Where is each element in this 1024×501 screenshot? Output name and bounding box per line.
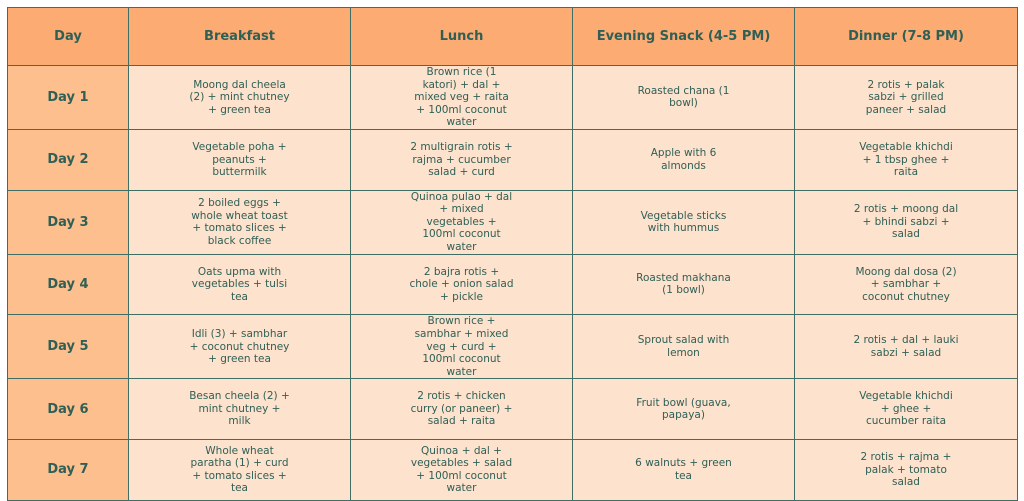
breakfast-cell: Oats upma with vegetables + tulsi tea <box>129 254 351 315</box>
header-day: Day <box>8 8 129 66</box>
breakfast-cell: Vegetable poha + peanuts + buttermilk <box>129 129 351 190</box>
lunch-cell: 2 multigrain rotis + rajma + cucumber salad + curd <box>351 129 573 190</box>
breakfast-cell: Moong dal cheela (2) + mint chutney + green tea <box>129 66 351 130</box>
table-row <box>8 439 1018 500</box>
snack-cell: Fruit bowl (guava, papaya) <box>573 379 795 440</box>
day-label: Day 2 <box>8 129 129 190</box>
lunch-cell: Brown rice (1 katori) + dal + mixed veg + raita + 100ml coconut water <box>351 66 573 130</box>
header-row <box>8 8 1018 66</box>
breakfast-cell: Whole wheat paratha (1) + curd + tomato slices + tea <box>129 439 351 500</box>
day-label: Day 5 <box>8 315 129 379</box>
snack-cell: Apple with 6 almonds <box>573 129 795 190</box>
dinner-cell: 2 rotis + palak sabzi + grilled paneer + salad <box>795 66 1018 130</box>
dinner-cell: 2 rotis + moong dal + bhindi sabzi + salad <box>795 190 1018 254</box>
header-dinner: Dinner (7-8 PM) <box>795 8 1018 66</box>
day-label: Day 7 <box>8 439 129 500</box>
table-row <box>8 315 1018 379</box>
breakfast-cell: Besan cheela (2) + mint chutney + milk <box>129 379 351 440</box>
day-label: Day 1 <box>8 66 129 130</box>
dinner-cell: Vegetable khichdi + 1 tbsp ghee + raita <box>795 129 1018 190</box>
lunch-cell: 2 bajra rotis + chole + onion salad + pickle <box>351 254 573 315</box>
dinner-cell: 2 rotis + dal + lauki sabzi + salad <box>795 315 1018 379</box>
header-evening-snack: Evening Snack (4-5 PM) <box>573 8 795 66</box>
day-label: Day 6 <box>8 379 129 440</box>
lunch-cell: 2 rotis + chicken curry (or paneer) + salad + raita <box>351 379 573 440</box>
snack-cell: Roasted chana (1 bowl) <box>573 66 795 130</box>
day-label: Day 3 <box>8 190 129 254</box>
breakfast-cell: Idli (3) + sambhar + coconut chutney + green tea <box>129 315 351 379</box>
table-row <box>8 129 1018 190</box>
snack-cell: Roasted makhana (1 bowl) <box>573 254 795 315</box>
lunch-cell: Quinoa pulao + dal + mixed vegetables + 100ml coconut water <box>351 190 573 254</box>
header-breakfast: Breakfast <box>129 8 351 66</box>
table-row <box>8 66 1018 130</box>
snack-cell: Vegetable sticks with hummus <box>573 190 795 254</box>
meal-plan-table <box>7 7 1018 501</box>
breakfast-cell: 2 boiled eggs + whole wheat toast + tomato slices + black coffee <box>129 190 351 254</box>
dinner-cell: Vegetable khichdi + ghee + cucumber raita <box>795 379 1018 440</box>
lunch-cell: Quinoa + dal + vegetables + salad + 100ml coconut water <box>351 439 573 500</box>
table-row <box>8 254 1018 315</box>
lunch-cell: Brown rice + sambhar + mixed veg + curd + 100ml coconut water <box>351 315 573 379</box>
table-row <box>8 190 1018 254</box>
day-label: Day 4 <box>8 254 129 315</box>
snack-cell: Sprout salad with lemon <box>573 315 795 379</box>
snack-cell: 6 walnuts + green tea <box>573 439 795 500</box>
table-row <box>8 379 1018 440</box>
dinner-cell: Moong dal dosa (2) + sambhar + coconut chutney <box>795 254 1018 315</box>
header-lunch: Lunch <box>351 8 573 66</box>
dinner-cell: 2 rotis + rajma + palak + tomato salad <box>795 439 1018 500</box>
